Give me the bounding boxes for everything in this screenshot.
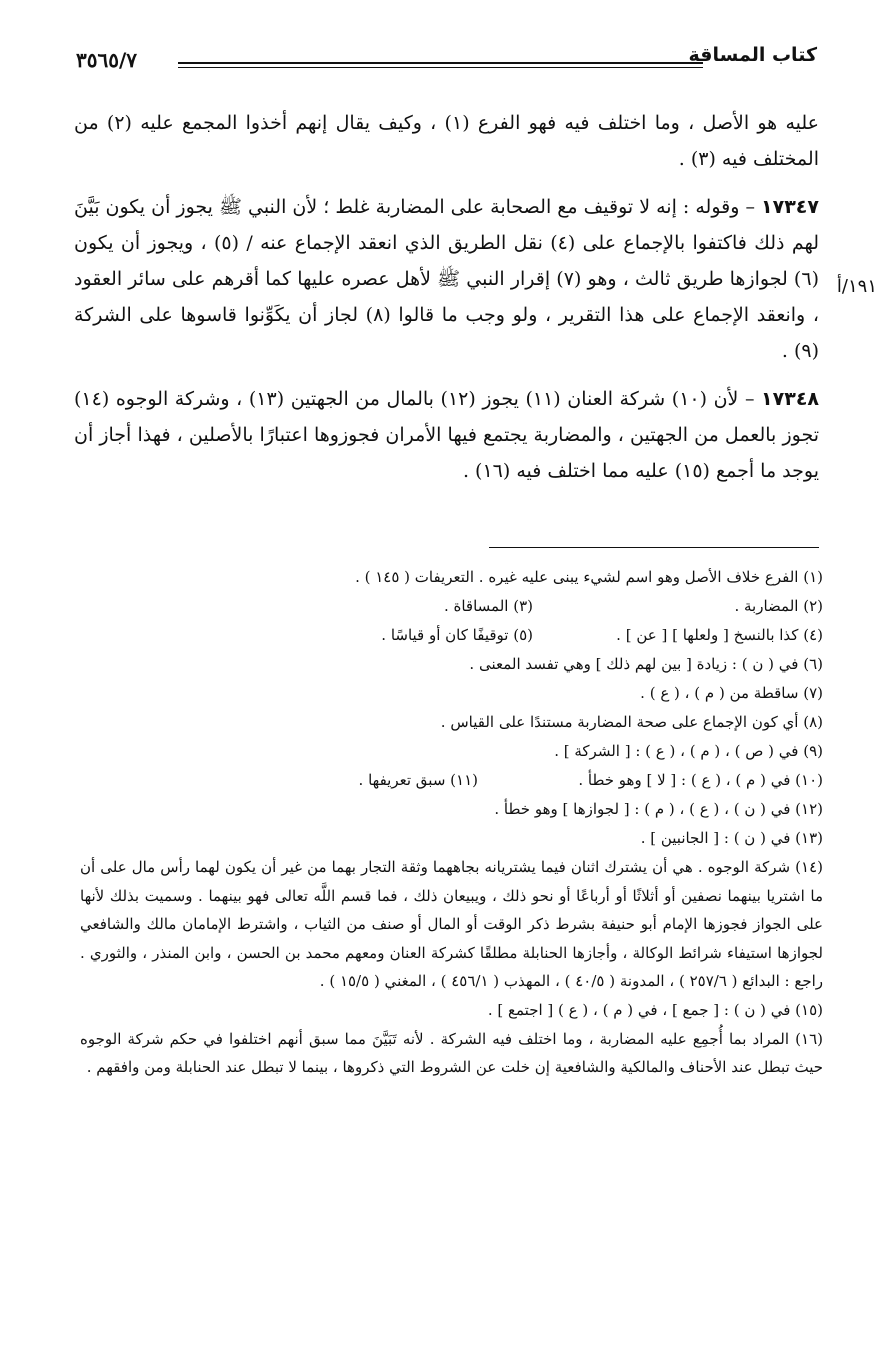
footnote-7: (٧) ساقطة من ( م ) ، ( ع ) . [640,684,823,702]
footnote-14: (١٤) شركة الوجوه . هي أن يشترك اثنان فيما يشتريانه بجاههما وثقة التجار بهما من غير أن يكون لهما رأس مال على أن ما اشتريا بينهما نصفين أو أثلاثًا أو أرباعًا أو نحو ذلك ، ويبيعان ذلك ، فما قسم اللَّه تعالى فهو بينهما . وسميت بذلك لأنها على الجواز فجوزها الإمام أبو حنيفة بشرط ذكر الوقت أو المال أو صنف من الثياب ، واشترط الإمامان مالك والشافعي لجوازها استيفاء شرائط الوكالة ، وأجازها الحنابلة مطلقًا كشركة العنان ومعهم محمد بن الحسن ، وابن المنذر ، والثوري . راجع : البدائع ( ٢٥٧/٦ ) ، المدونة ( ٤٠/٥ ) ، المهذب ( ٤٥٦/١ ) ، المغني ( ١٥/٥ ) . [80,858,823,990]
footnote-9: (٩) في ( ص ) ، ( م ) ، ( ع ) : [ الشركة ] . [554,742,823,760]
running-header-title: كتاب المساقة [688,44,817,66]
margin-folio-note: ١٩١/أ [836,276,877,297]
footnote-row [80,766,823,795]
footnote-13: (١٣) في ( ن ) : [ الجانبين ] . [640,829,823,847]
footnote-separator [489,547,819,548]
footnotes [80,563,823,1082]
footnote-12: (١٢) في ( ن ) ، ( ع ) ، ( م ) : [ لجوازها ] وهو خطأ . [494,800,823,818]
footnote-row [80,621,823,650]
paragraph-17347 [74,189,819,369]
footnote-3: (٣) المساقاة . [443,597,533,615]
paragraph-number: ١٧٣٤٧ [761,196,819,218]
footnote-1: (١) الفرع خلاف الأصل وهو اسم لشيء يبنى عليه غيره . التعريفات ( ١٤٥ ) . [355,568,823,586]
page-number: ٣٥٦٥/٧ [76,48,138,72]
paragraph-number: ١٧٣٤٨ [761,388,820,410]
footnote-10: (١٠) في ( م ) ، ( ع ) : [ لا ] وهو خطأ . [578,771,823,789]
footnote-15: (١٥) في ( ن ) : [ جمع ] ، في ( م ) ، ( ع ) [ اجتمع ] . [487,1000,823,1019]
footnote-5: (٥) توقيفًا كان أو قياسًا . [381,626,533,644]
paragraph-text: – وقوله : إنه لا توقيف مع الصحابة على المضاربة غلط ؛ لأن النبي ﷺ يجوز أن يكون بَيَّنَ لهم ذلك فاكتفوا بالإجماع على (٤) نقل الطريق الذي انعقد الإجماع عنه / (٥) ، ويجوز أن يكون (٦) لجوازها طريق ثالث ، وهو (٧) إقرار النبي ﷺ لأهل عصره عليها كما أقرهم على سائر العقود ، وانعقد الإجماع على هذا التقرير ، ولو وجب ما قالوا (٨) لجاز أن يكَوِّنوا قاسوها على الشركة (٩) . [74,196,820,362]
paragraph-17348 [74,381,819,489]
footnote-6: (٦) في ( ن ) : زيادة [ بين لهم ذلك ] وهي تفسد المعنى . [469,655,823,673]
paragraph-1: عليه هو الأصل ، وما اختلف فيه فهو الفرع (١) ، وكيف يقال إنهم أخذوا المجمع عليه (٢) من المختلف فيه (٣) . [74,112,819,170]
footnote-4: (٤) كذا بالنسخ [ ولعلها ] [ عن ] . [616,626,823,644]
footnote-2: (٢) المضاربة . [734,597,823,615]
footnote-16: (١٦) المراد بما أُجمِع عليه المضاربة ، وما اختلف فيه الشركة . لأنه تَبَيَّنَ مما سبق أنهم اختلفوا في حكم شركة الوجوه حيث تبطل عند الأحناف والمالكية والشافعية إن خلت عن الشروط التي ذكروها ، بينما لا تبطل عند الحنابلة ومن وافقهم . [80,1029,823,1076]
main-text [74,105,819,501]
footnote-8: (٨) أي كون الإجماع على صحة المضاربة مستندًا على القياس . [440,713,823,731]
header-rule [178,62,703,68]
footnote-11: (١١) سبق تعريفها . [358,771,478,789]
footnote-row [80,592,823,621]
paragraph-text: – لأن (١٠) شركة العنان (١١) يجوز (١٢) بالمال من الجهتين (١٣) ، وشركة الوجوه (١٤) تجوز بالعمل من الجهتين ، والمضاربة يجتمع فيها الأمران فجوزوها اعتبارًا بالأصلين ، فهذا أجاز أن يوجد ما أجمع (١٥) عليه مما اختلف فيه (١٦) . [74,388,819,482]
